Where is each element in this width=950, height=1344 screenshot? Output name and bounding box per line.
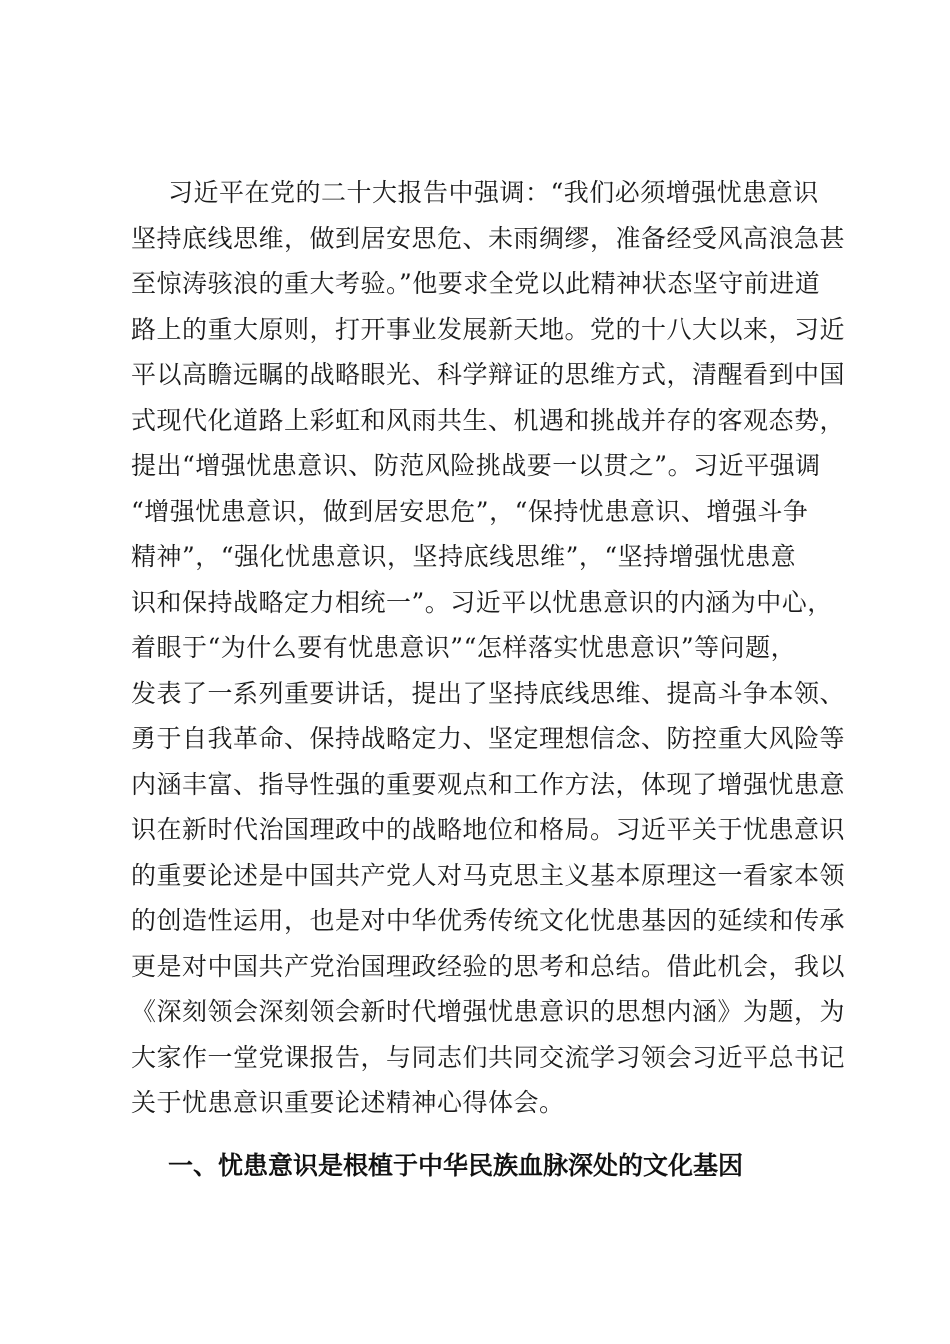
intro-paragraph	[131, 170, 851, 1126]
paragraph-line: 提出“增强忧患意识、防范风险挑战要一以贯之”。习近平强调	[131, 451, 821, 480]
paragraph-line: 发表了一系列重要讲话，提出了坚持底线思维、提高斗争本领、	[131, 678, 846, 708]
paragraph-line: 识和保持战略定力相统一”。习近平以忧患意识的内涵为中心，	[131, 587, 833, 617]
paragraph-line: 内涵丰富、指导性强的重要观点和工作方法，体现了增强忧患意	[131, 769, 846, 799]
paragraph-line: 的创造性运用，也是对中华优秀传统文化忧患基因的延续和传承	[131, 906, 846, 935]
paragraph-line: 精神”，“强化忧患意识，坚持底线思维”，“坚持增强忧患意	[131, 542, 797, 571]
paragraph-line: 式现代化道路上彩虹和风雨共生、机遇和挑战并存的客观态势，	[131, 405, 846, 435]
paragraph-line: 大家作一堂党课报告，与同志们共同交流学习领会习近平总书记	[131, 1042, 846, 1072]
paragraph-line: 着眼于“为什么要有忧患意识”“怎样落实忧患意识”等问题，	[131, 633, 797, 662]
paragraph-line: 关于忧患意识重要论述精神心得体会。	[131, 1088, 565, 1117]
paragraph-line: 勇于自我革命、保持战略定力、坚定理想信念、防控重大风险等	[131, 724, 846, 753]
paragraph-line: 习近平在党的二十大报告中强调：“我们必须增强忧患意识	[168, 178, 819, 207]
section-heading: 一、忧患意识是根植于中华民族血脉深处的文化基因	[168, 1151, 744, 1180]
paragraph-line: 《深刻领会深刻领会新时代增强忧患意识的思想内涵》为题，为	[131, 997, 846, 1026]
paragraph-line: 至惊涛骇浪的重大考验。”他要求全党以此精神状态坚守前进道	[131, 269, 821, 298]
paragraph-line: 的重要论述是中国共产党人对马克思主义基本原理这一看家本领	[131, 860, 846, 890]
paragraph-line: 识在新时代治国理政中的战略地位和格局。习近平关于忧患意识	[131, 815, 846, 844]
paragraph-line: 平以高瞻远瞩的战略眼光、科学辩证的思维方式，清醒看到中国	[131, 360, 846, 389]
paragraph-line: 坚持底线思维，做到居安思危、未雨绸缪，准备经受风高浪急甚	[131, 223, 846, 253]
paragraph-line: 更是对中国共产党治国理政经验的思考和总结。借此机会，我以	[131, 951, 846, 981]
paragraph-line: “增强忧患意识，做到居安思危”，“保持忧患意识、增强斗争	[131, 496, 809, 526]
paragraph-line: 路上的重大原则，打开事业发展新天地。党的十八大以来，习近	[131, 314, 846, 344]
